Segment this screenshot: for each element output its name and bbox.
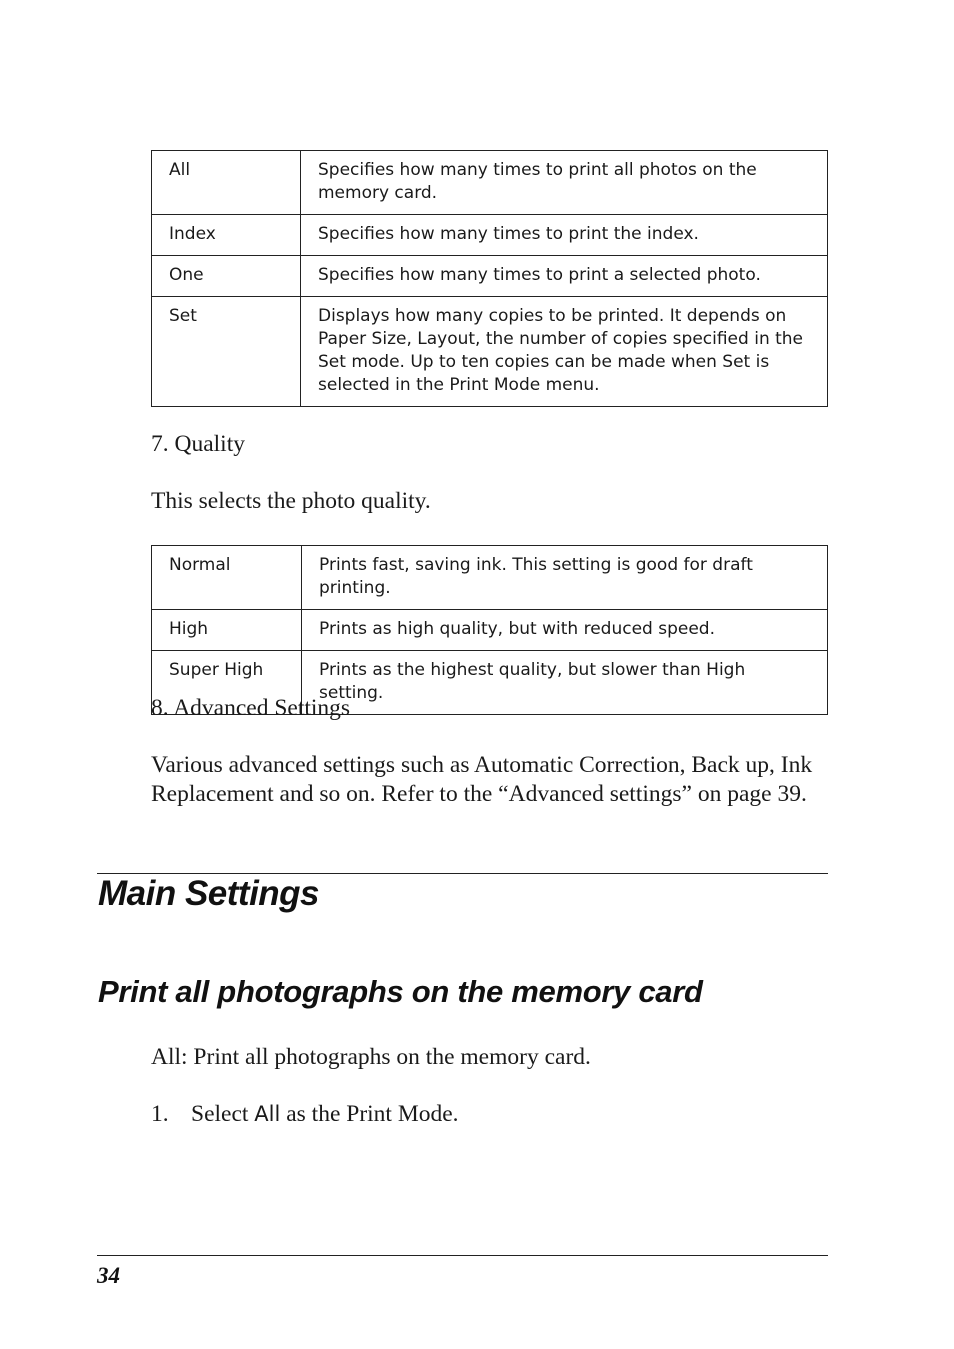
row-key: Set — [152, 297, 301, 407]
step-suffix: as the Print Mode. — [280, 1101, 459, 1127]
page-number: 34 — [97, 1263, 120, 1288]
table-row — [152, 546, 828, 610]
row-key: Super High — [152, 651, 302, 715]
table-row — [152, 151, 828, 215]
section-title: Print all photographs on the memory card — [98, 974, 703, 1009]
row-key: Normal — [152, 546, 302, 610]
step-keyword: All — [254, 1102, 281, 1126]
section-heading-advanced: 8. Advanced Settings — [151, 695, 351, 721]
row-description: Displays how many copies to be printed. It depends on Paper Size, Layout, the number of copies specified in the Set mode. Up to ten copies can be made when Set is selected in the Print Mode menu. — [301, 297, 828, 407]
page-title: Main Settings — [98, 874, 320, 913]
row-key: Index — [152, 215, 301, 256]
quality-table — [151, 545, 828, 715]
row-key: High — [152, 610, 302, 651]
row-description: Prints fast, saving ink. This setting is good for draft printing. — [302, 546, 828, 610]
row-key: One — [152, 256, 301, 297]
section-heading-quality: 7. Quality — [151, 431, 245, 457]
advanced-description: Various advanced settings such as Automatic Correction, Back up, Ink Replacement and so on. Refer to the “Advanced settings” on page 39. — [151, 752, 813, 807]
row-description: Specifies how many times to print a selected photo. — [301, 256, 828, 297]
row-description: Specifies how many times to print the index. — [301, 215, 828, 256]
row-description: Prints as the highest quality, but slower than High setting. — [302, 651, 828, 715]
table-row — [152, 297, 828, 407]
row-key: All — [152, 151, 301, 215]
quality-description: This selects the photo quality. — [151, 488, 431, 514]
footer-divider — [97, 1255, 828, 1256]
copies-table — [151, 150, 828, 407]
row-description: Prints as high quality, but with reduced speed. — [302, 610, 828, 651]
table-row — [152, 256, 828, 297]
intro-text: All: Print all photographs on the memory card. — [151, 1044, 591, 1070]
table-row — [152, 215, 828, 256]
table-row — [152, 610, 828, 651]
row-description: Specifies how many times to print all photos on the memory card. — [301, 151, 828, 215]
step-number: 1. — [151, 1101, 169, 1127]
step-item — [151, 1100, 459, 1129]
step-prefix: Select — [191, 1101, 255, 1127]
